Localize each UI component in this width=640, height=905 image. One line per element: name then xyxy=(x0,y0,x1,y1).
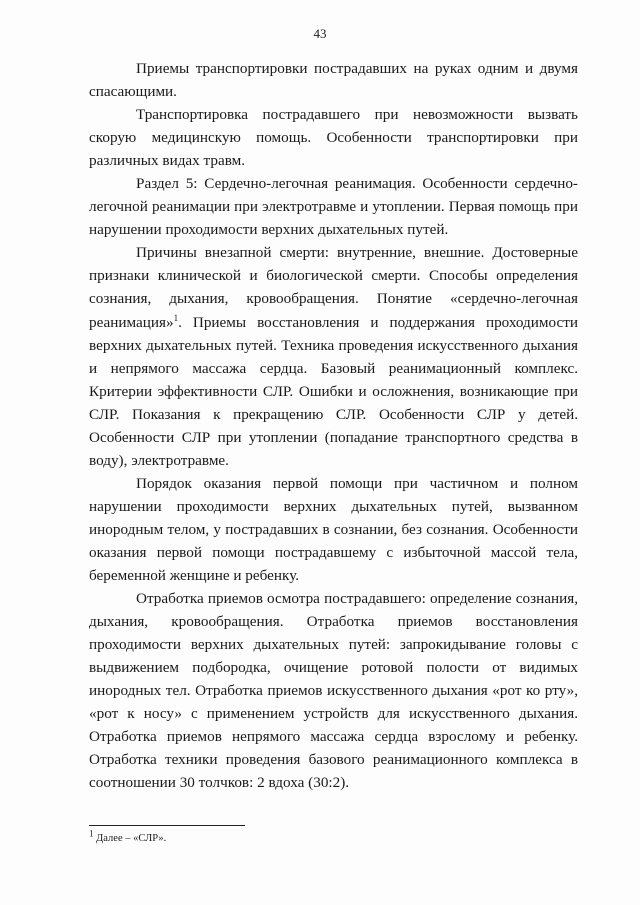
footnote-divider xyxy=(89,825,245,826)
footnote-marker: 1 xyxy=(89,828,94,839)
paragraph-section-5-heading: Раздел 5: Сердечно-легочная реанимация. Особенности сердечно-легочной реанимации при электротравме и утоплении. Первая помощь при нарушении проходимости верхних дыхательных путей. xyxy=(89,175,578,239)
paragraph-transport-by-hands: Приемы транспортировки пострадавших на руках одним и двумя спасающими. xyxy=(89,60,578,101)
body-text xyxy=(89,57,578,795)
paragraph-transport-without-ambulance: Транспортировка пострадавшего при невозможности вызвать скорую медицинскую помощь. Особенности транспортировки при различных видах травм. xyxy=(89,106,578,170)
page-number: 43 xyxy=(313,26,327,41)
footnote-text: Далее – «СЛР». xyxy=(93,833,167,844)
paragraph-sudden-death-causes xyxy=(89,241,578,471)
paragraph-text-after-note: . Приемы восстановления и поддержания проходимости верхних дыхательных путей. Техника проведения искусственного дыхания и непрямого массажа сердца. Базовый реанимационный комплекс. Критерии эффективности СЛР. Ошибки и осложнения, возникающие при СЛР. Показания к прекращению СЛР. Особенности СЛР у детей. Особенности СЛР при утоплении (попадание транспортного средства в воду), электротравме. xyxy=(89,313,578,469)
paragraph-practice-techniques: Отработка приемов осмотра пострадавшего: определение сознания, дыхания, кровообращения. Отработка приемов восстановления проходимости верхних дыхательных путей: запрокидывание головы с выдвижением подбородка, очищение ротовой полости от видимых инородных тел. Отработка приемов искусственного дыхания «рот ко рту», «рот к носу» с применением устройств для искусственного дыхания. Отработка приемов непрямого массажа сердца взрослому и ребенку. Отработка техники проведения базового реанимационного комплекса в соотношении 30 толчков: 2 вдоха (30:2). xyxy=(89,590,578,792)
paragraph-airway-obstruction: Порядок оказания первой помощи при частичном и полном нарушении проходимости верхних дыхательных путей, вызванном инородным телом, у пострадавших в сознании, без сознания. Особенности оказания первой помощи пострадавшему с избыточной массой тела, беременной женщине и ребенку. xyxy=(89,474,578,585)
footnote-reference: 1 xyxy=(173,312,179,323)
footnote xyxy=(89,828,167,845)
paragraph-text-before-note: Причины внезапной смерти: внутренние, внешние. Достоверные признаки клинической и биологической смерти. Способы определения сознания, дыхания, кровообращения. Понятие «сердечно-легочная реанимация» xyxy=(89,244,578,331)
